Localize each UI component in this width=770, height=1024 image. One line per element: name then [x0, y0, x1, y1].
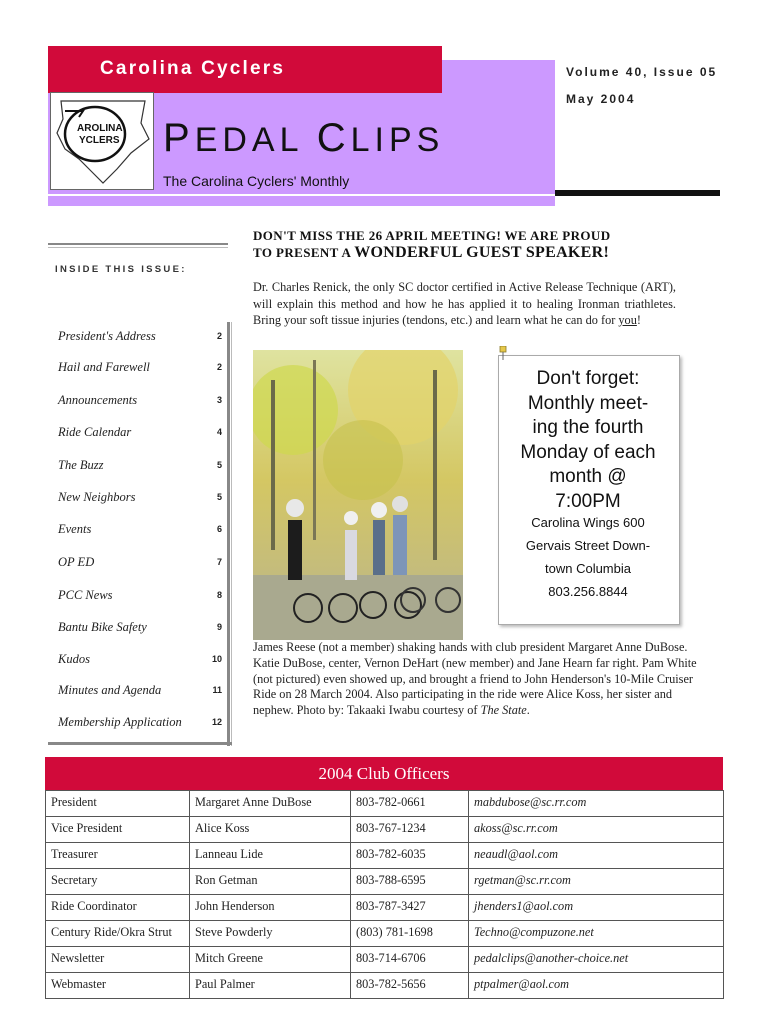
headline-line-2: TO PRESENT A: [253, 245, 355, 260]
table-row: [46, 791, 724, 817]
toc-item-label: Hail and Farewell: [58, 360, 150, 374]
header-black-rule: [555, 190, 720, 196]
officer-name: Paul Palmer: [190, 973, 351, 999]
toc-item-page: 11: [212, 685, 222, 695]
logo-graphic: [51, 93, 153, 189]
article-body-underlined: you: [618, 313, 637, 327]
officer-name: Steve Powderly: [190, 921, 351, 947]
article-body-end: !: [636, 313, 641, 327]
officer-name: Alice Koss: [190, 817, 351, 843]
reminder-line: Monday of each: [520, 441, 656, 463]
header-lavender-rule: [48, 196, 555, 206]
toc-item[interactable]: [58, 360, 226, 380]
table-row: [46, 921, 724, 947]
location-line: Gervais Street Down-: [525, 538, 651, 553]
toc-item[interactable]: [58, 715, 226, 735]
officer-role: Treasurer: [46, 843, 190, 869]
officer-phone: 803-788-6595: [351, 869, 469, 895]
club-name: Carolina Cyclers: [100, 58, 286, 79]
reminder-location: [500, 511, 676, 603]
toc-item-label: PCC News: [58, 588, 113, 602]
toc-item[interactable]: [58, 490, 226, 510]
photo-caption: [253, 640, 700, 719]
reminder-line: ing the fourth: [532, 417, 644, 438]
volume-issue: Volume 40, Issue 05: [566, 65, 718, 79]
toc-item[interactable]: [58, 329, 226, 349]
sidebar-top-rule-thin: [48, 247, 228, 248]
table-row: [46, 817, 724, 843]
location-line: Carolina Wings 600: [531, 515, 645, 530]
toc-item-page: 10: [211, 654, 222, 664]
toc-item-page: 7: [216, 557, 222, 567]
sidebar-top-rule: [48, 243, 228, 245]
toc-item-page: 2: [216, 331, 222, 341]
issue-date: May 2004: [566, 92, 636, 106]
toc-item-label: Events: [58, 522, 92, 536]
toc-item[interactable]: [58, 683, 226, 703]
inside-this-issue-label: INSIDE THIS ISSUE:: [55, 264, 187, 275]
officer-phone: 803-782-6035: [351, 843, 469, 869]
toc-item-label: Ride Calendar: [58, 425, 132, 439]
officer-role: Ride Coordinator: [46, 895, 190, 921]
table-row: [46, 843, 724, 869]
toc-item[interactable]: [58, 425, 226, 445]
table-row: [46, 947, 724, 973]
location-line: town Columbia: [545, 561, 631, 576]
officer-name: Margaret Anne DuBose: [190, 791, 351, 817]
toc-item-label: The Buzz: [58, 458, 104, 472]
toc-shadow-right: [227, 322, 230, 746]
officer-email[interactable]: akoss@sc.rr.com: [469, 817, 724, 843]
toc-item[interactable]: [58, 588, 226, 608]
reminder-line: Monthly meet-: [527, 392, 649, 414]
cyclists-photo: [253, 350, 463, 640]
officer-role: Century Ride/Okra Strut: [46, 921, 190, 947]
toc-item-page: 3: [216, 395, 222, 405]
photo-illustration: [253, 350, 463, 640]
officer-phone: 803-782-0661: [351, 791, 469, 817]
table-row: [46, 973, 724, 999]
newsletter-subtitle: The Carolina Cyclers' Monthly: [163, 173, 350, 189]
club-logo: [50, 92, 154, 190]
headline-emphasis: WONDERFUL GUEST SPEAKER!: [354, 244, 610, 261]
pushpin-icon: [499, 346, 507, 360]
toc-item-label: OP ED: [58, 555, 95, 569]
toc-item[interactable]: [58, 393, 226, 413]
officer-role: Newsletter: [46, 947, 190, 973]
reminder-main-text: [500, 367, 676, 514]
toc-item-label: Announcements: [58, 393, 138, 407]
officers-table: [45, 790, 724, 999]
officer-email[interactable]: jhenders1@aol.com: [469, 895, 724, 921]
title-initial-c: C: [316, 116, 351, 160]
article-headline: [253, 227, 683, 261]
location-phone: 803.256.8844: [548, 584, 628, 599]
toc-item-page: 8: [216, 590, 222, 600]
toc-item-page: 6: [216, 524, 222, 534]
toc-item-page: 5: [216, 492, 222, 502]
officer-email[interactable]: pedalclips@another-choice.net: [469, 947, 724, 973]
table-row: [46, 869, 724, 895]
officer-phone: (803) 781-1698: [351, 921, 469, 947]
title-part-2: LIPS: [350, 121, 445, 159]
reminder-line: month @: [549, 466, 627, 487]
officer-name: John Henderson: [190, 895, 351, 921]
logo-text-1: AROLINA: [77, 123, 123, 134]
officer-phone: 803-714-6706: [351, 947, 469, 973]
toc-item-label: President's Address: [58, 329, 156, 343]
toc-item-page: 4: [216, 427, 222, 437]
officer-email[interactable]: mabdubose@sc.rr.com: [469, 791, 724, 817]
toc-item[interactable]: [58, 458, 226, 478]
toc-item-page: 12: [211, 717, 222, 727]
caption-text: James Reese (not a member) shaking hands with club president Margaret Anne DuBose. Katie DuBose, center, Vernon DeHart (new member) and Jane Hearn far right. Pam White (not pictured) even showed up, and brought a friend to John Henderson's 10-Mile Cruiser Ride on 28 March 2004. Also participating in the ride were Alice Koss, her sister and nephew. Photo by: Takaaki Iwabu courtesy of: [253, 640, 697, 718]
article-body-text: Dr. Charles Renick, the only SC doctor certified in Active Release Technique (ART), will explain this method and how he has applied it to healing Ironman triathletes. Bring your soft tissue injuries (tendons, etc.) and learn what he can do for: [253, 280, 676, 327]
officer-email[interactable]: ptpalmer@aol.com: [469, 973, 724, 999]
logo-text-2: YCLERS: [79, 135, 120, 146]
toc-item-page: 9: [216, 622, 222, 632]
toc-item-label: Membership Application: [58, 715, 182, 729]
table-of-contents: [48, 322, 230, 745]
caption-source: The State: [480, 703, 527, 718]
toc-item-label: New Neighbors: [58, 490, 136, 504]
officer-name: Lanneau Lide: [190, 843, 351, 869]
toc-item[interactable]: [58, 522, 226, 542]
reminder-line: 7:00PM: [555, 490, 621, 512]
officer-role: Webmaster: [46, 973, 190, 999]
toc-shadow-right-thin: [231, 322, 232, 746]
title-initial-p: P: [163, 116, 195, 160]
officer-role: Secretary: [46, 869, 190, 895]
toc-item[interactable]: [58, 652, 226, 672]
reminder-line: Don't forget:: [536, 368, 640, 389]
officer-email[interactable]: rgetman@sc.rr.com: [469, 869, 724, 895]
officer-role: Vice President: [46, 817, 190, 843]
headline-line-1: DON'T MISS THE 26 APRIL MEETING! WE ARE PROUD: [253, 228, 611, 243]
table-row: [46, 895, 724, 921]
toc-item-label: Minutes and Agenda: [58, 683, 162, 697]
article-body: [253, 279, 676, 329]
officer-role: President: [46, 791, 190, 817]
newsletter-title: [163, 116, 444, 161]
officer-email[interactable]: neaudl@aol.com: [469, 843, 724, 869]
toc-shadow-bottom: [48, 742, 232, 745]
officer-name: Ron Getman: [190, 869, 351, 895]
toc-item[interactable]: [58, 555, 226, 575]
officers-title: 2004 Club Officers: [318, 764, 450, 783]
title-part-1: EDAL: [194, 121, 317, 159]
officer-phone: 803-782-5656: [351, 973, 469, 999]
caption-end: .: [526, 703, 530, 718]
toc-item-label: Bantu Bike Safety: [58, 620, 147, 634]
toc-item-label: Kudos: [58, 652, 90, 666]
officer-phone: 803-767-1234: [351, 817, 469, 843]
officer-phone: 803-787-3427: [351, 895, 469, 921]
toc-item-page: 5: [216, 460, 222, 470]
officer-name: Mitch Greene: [190, 947, 351, 973]
toc-item-page: 2: [216, 362, 222, 372]
toc-item[interactable]: [58, 620, 226, 640]
officer-email[interactable]: Techno@compuzone.net: [469, 921, 724, 947]
